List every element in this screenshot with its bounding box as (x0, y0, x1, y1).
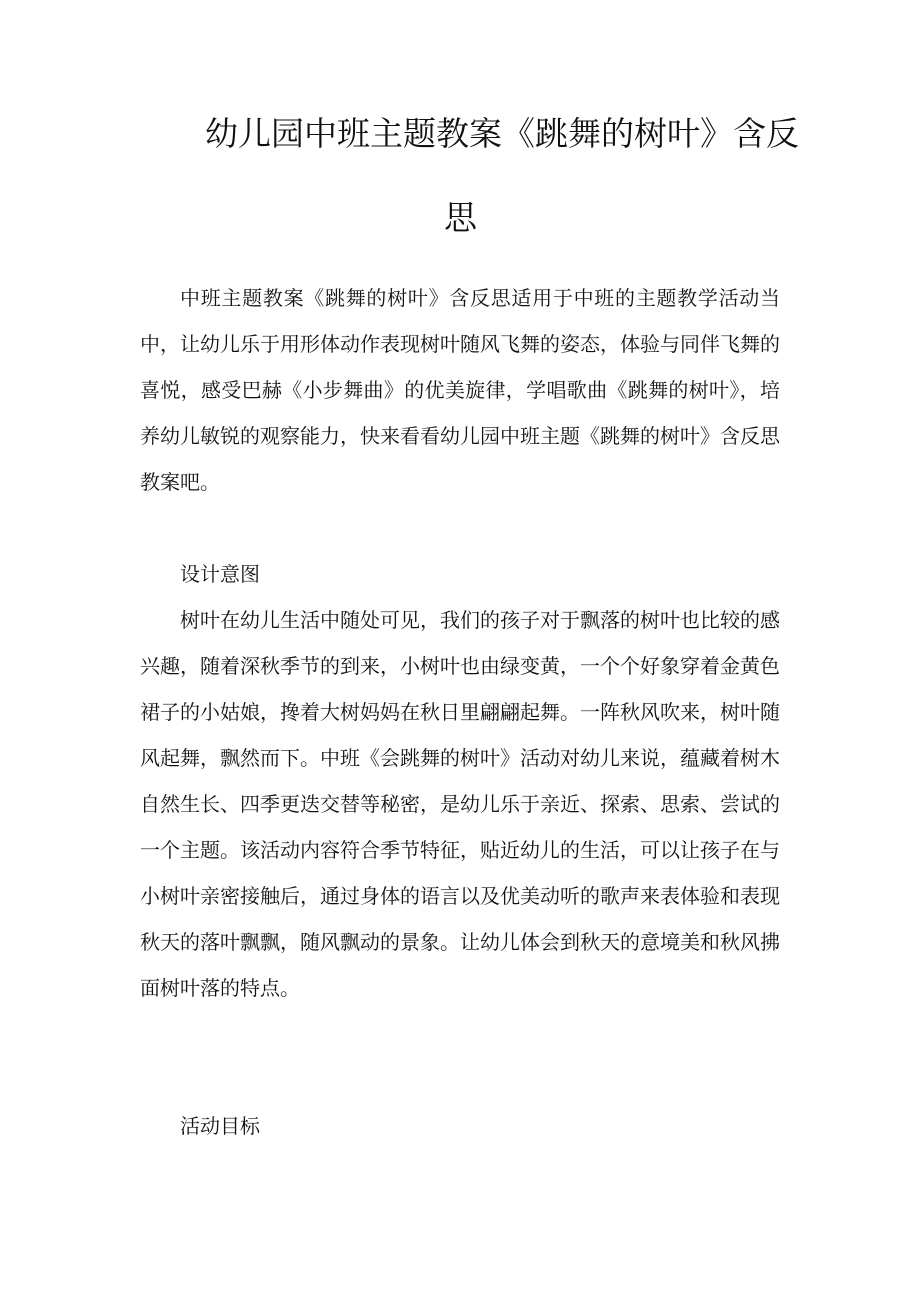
document-title-line-1: 幼儿园中班主题教案《跳舞的树叶》含反 (205, 114, 799, 153)
design-intent-paragraph: 树叶在幼儿生活中随处可见，我们的孩子对于飘落的树叶也比较的感兴趣，随着深秋季节的到来，小树叶也由绿变黄，一个个好象穿着金黄色裙子的小姑娘，搀着大树妈妈在秋日里翩翩起舞。一阵秋风吹来，树叶随风起舞，飘然而下。中班《会跳舞的树叶》活动对幼儿来说，蕴藏着树木自然生长、四季更迭交替等秘密，是幼儿乐于亲近、探索、思索、尝试的一个主题。该活动内容符合季节特征，贴近幼儿的生活，可以让孩子在与小树叶亲密接触后，通过身体的语言以及优美动听的歌声来表体验和表现秋天的落叶飘飘，随风飘动的景象。让幼儿体会到秋天的意境美和秋风拂面树叶落的特点。 (140, 608, 780, 1000)
section-heading-design-intent: 设计意图 (180, 562, 260, 586)
section-heading-activity-goals: 活动目标 (180, 1114, 260, 1138)
intro-paragraph: 中班主题教案《跳舞的树叶》含反思适用于中班的主题教学活动当中，让幼儿乐于用形体动作表现树叶随风飞舞的姿态，体验与同伴飞舞的喜悦，感受巴赫《小步舞曲》的优美旋律，学唱歌曲《跳舞的树叶》，培养幼儿敏锐的观察能力，快来看看幼儿园中班主题《跳舞的树叶》含反思教案吧。 (140, 286, 780, 494)
document-title-line-2: 思 (444, 198, 477, 237)
